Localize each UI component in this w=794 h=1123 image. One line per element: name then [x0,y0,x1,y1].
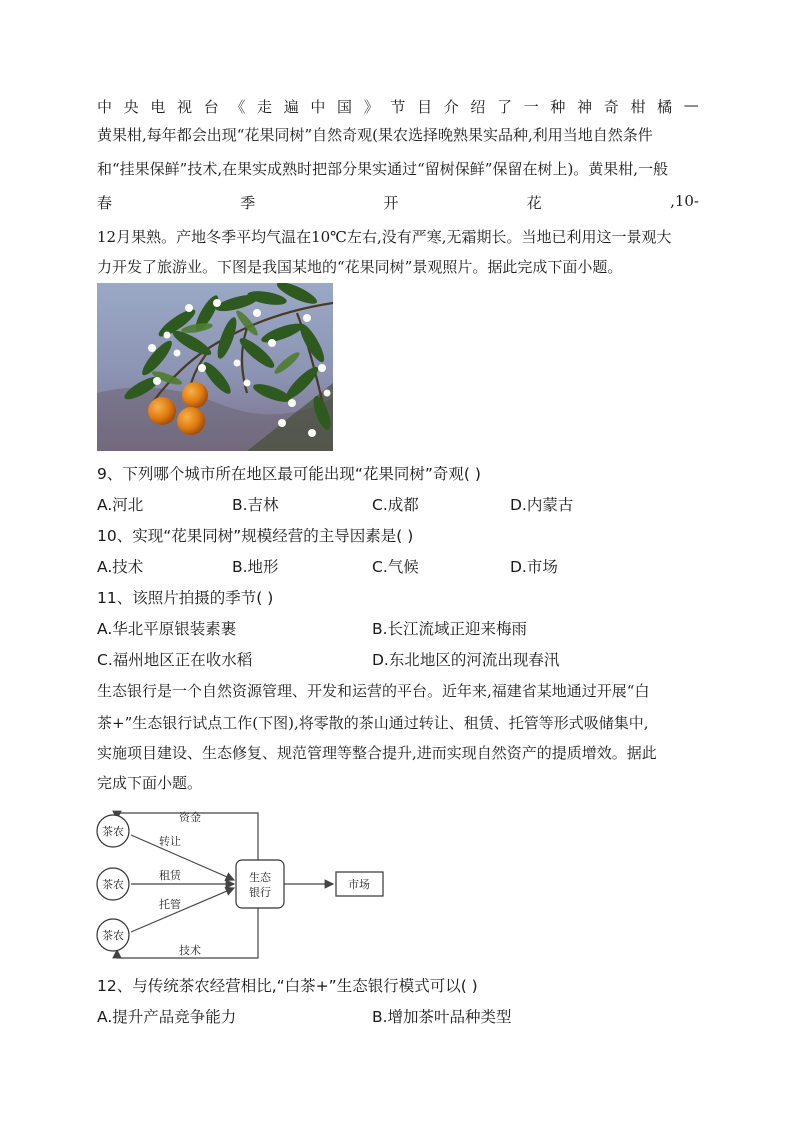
flow-diagram-svg [95,800,395,965]
question-10-option-c[interactable]: C.气候 [372,558,419,576]
farmer-label-2: 茶农 [102,878,124,891]
passage-line-1-char-5: 《 [230,98,246,116]
question-10-option-d[interactable]: D.市场 [510,558,558,576]
market-node [336,872,383,896]
question-11-option-d[interactable]: D.东北地区的河流出现春汛 [372,651,560,669]
passage-line-1-char-19: 奇 [603,98,619,116]
market-label: 市场 [348,878,370,891]
passage-line-1-char-21: 橘 [657,98,673,116]
passage-line-4-part-2: 开 [383,194,399,212]
orange-tree-illustration [97,283,333,451]
passage-line-5: 12月果熟。产地冬季平均气温在10℃左右,没有严寒,无霜期长。当地已利用这一景观大 [97,228,672,246]
passage-line-1-char-3: 视 [177,98,193,116]
passage-line-6: 力开发了旅游业。下图是我国某地的“花果同树”景观照片。据此完成下面小题。 [97,258,623,276]
orange-tree-photo [97,283,333,451]
passage-line-4 [97,192,699,213]
passage-line-1-char-0: 中 [97,98,113,116]
question-12-option-b[interactable]: B.增加茶叶品种类型 [372,1008,512,1026]
passage-line-1-char-6: 走 [257,98,273,116]
capital-label: 资金 [179,811,201,824]
passage-line-1-char-14: 绍 [470,98,486,116]
farmer-label-3: 茶农 [102,929,124,942]
passage-line-4-part-3: 花 [526,194,542,212]
eco-bank-node [236,860,284,908]
passage-line-1-char-20: 柑 [630,98,646,116]
passage-line-1-char-16: 一 [523,98,539,116]
passage-line-1-char-7: 遍 [283,98,299,116]
passage-line-1-char-15: 了 [497,98,513,116]
question-10-option-a[interactable]: A.技术 [97,558,144,576]
passage-line-1 [97,96,699,117]
passage-line-1-char-17: 种 [550,98,566,116]
question-9-option-a[interactable]: A.河北 [97,496,144,514]
passage2-line-1: 生态银行是一个自然资源管理、开发和运营的平台。近年来,福建省某地通过开展“白 [97,682,650,700]
passage-line-1-char-22: — [683,96,699,114]
technology-label: 技术 [179,944,201,957]
trust-label: 托管 [159,898,181,911]
question-9-option-d[interactable]: D.内蒙古 [510,496,574,514]
question-12-stem: 12、与传统茶农经营相比,“白茶+”生态银行模式可以( ) [97,977,478,995]
passage-line-4-part-1: 季 [240,194,256,212]
lease-label: 租赁 [159,869,181,882]
question-11-stem: 11、该照片拍摄的季节( ) [97,589,274,607]
passage-line-1-char-4: 台 [203,98,219,116]
question-9-stem: 9、下列哪个城市所在地区最可能出现“花果同树”奇观( ) [97,465,481,483]
transfer-arrow [131,835,234,880]
farmer-node-1 [97,815,129,847]
farmer-node-2 [97,868,129,900]
passage-line-2: 黄果柑,每年都会出现“花果同树”自然奇观(果农选择晚熟果实品种,利用当地自然条件 [97,126,653,144]
passage-line-1-char-2: 电 [150,98,166,116]
farmer-label-1: 茶农 [102,825,124,838]
passage-line-1-char-8: 中 [310,98,326,116]
transfer-label: 转让 [159,835,181,848]
passage-line-1-char-1: 央 [123,98,139,116]
bank-label-line-1: 生态 [249,871,271,884]
question-11-option-a[interactable]: A.华北平原银装素裹 [97,620,237,638]
passage-line-4-part-0: 春 [97,194,113,212]
passage-line-1-char-12: 目 [417,98,433,116]
passage-line-1-char-13: 介 [443,98,459,116]
question-11-option-b[interactable]: B.长江流域正迎来梅雨 [372,620,528,638]
passage-line-1-char-9: 国 [337,98,353,116]
passage-line-4-part-4: ,10- [670,192,699,210]
passage-line-3: 和“挂果保鲜”技术,在果实成熟时把部分果实通过“留树保鲜”保留在树上)。黄果柑,一般 [97,160,669,178]
question-9-option-c[interactable]: C.成都 [372,496,419,514]
passage-line-1-char-11: 节 [390,98,406,116]
question-12-option-a[interactable]: A.提升产品竞争能力 [97,1008,237,1026]
passage-line-1-char-18: 神 [577,98,593,116]
eco-bank-flow-diagram [95,800,395,965]
passage2-line-2: 茶+”生态银行试点工作(下图),将零散的茶山通过转让、租赁、托管等形式吸储集中, [97,714,649,732]
bank-label-line-2: 银行 [249,886,271,899]
passage2-line-4: 完成下面小题。 [97,774,203,792]
trust-arrow [131,888,234,932]
passage2-line-3: 实施项目建设、生态修复、规范管理等整合提升,进而实现自然资产的提质增效。据此 [97,744,657,762]
farmer-node-3 [97,919,129,951]
question-9-option-b[interactable]: B.吉林 [232,496,279,514]
question-10-stem: 10、实现“花果同树”规模经营的主导因素是( ) [97,527,414,545]
question-10-option-b[interactable]: B.地形 [232,558,279,576]
question-11-option-c[interactable]: C.福州地区正在收水稻 [97,651,253,669]
passage-line-1-char-10: 》 [363,98,379,116]
